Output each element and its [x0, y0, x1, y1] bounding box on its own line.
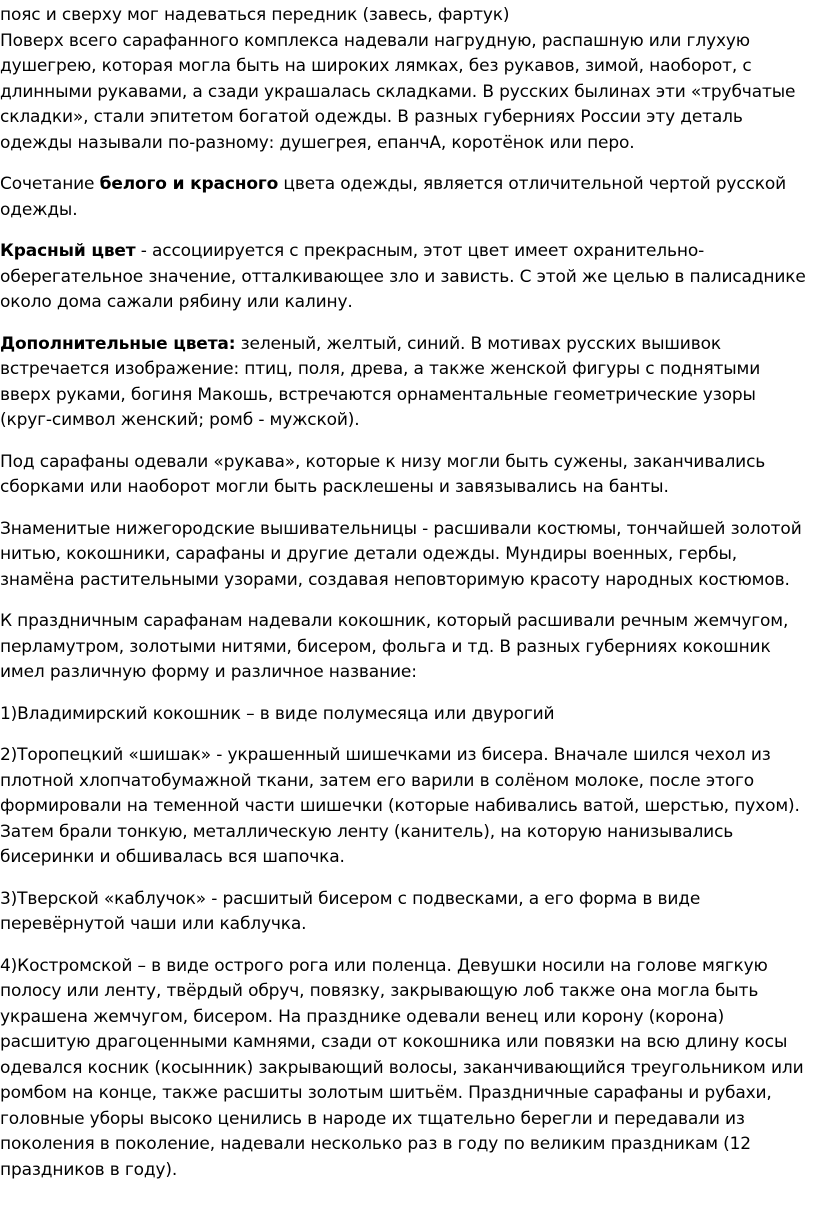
list-item-kostroma: 4)Костромской – в виде острого рога или поленца. Девушки носили на голове мягкую полосу или ленту, твёрдый обруч, повязку, закрывающую лоб также она могла быть украшена жемчугом, бисером. На празднике одевали венец или корону (корона) расшитую драгоценными камнями, сзади от кокошника или повязки на всю длину косы одевался косник (косынник) закрывающий волосы, заканчивающийся треугольником или ромбом на конце, также расшиты золотым шитьём. Праздничные сарафаны и рубахи, головные уборы высоко ценились в народе их тщательно берегли и передавали из поколения в поколение, надевали несколько раз в году по великим праздникам (12 праздников в году). — [0, 955, 804, 1180]
paragraph-sleeves: Под сарафаны одевали «рукава», которые к низу могли быть сужены, заканчивались сборками или наоборот могли быть расклешены и завязывались на банты. — [0, 451, 766, 497]
text-run: - ассоциируется с прекрасным, этот цвет имеет охранительно-оберегательное значение, отталкивающее зло и зависть. С этой же целью в палисаднике около дома сажали рябину или калину. — [0, 241, 806, 312]
paragraph-white-red — [0, 172, 812, 223]
list-item-tver: 3)Тверской «каблучок» - расшитый бисером с подвесками, а его форма в виде перевёрнутой чаши или каблучка. — [0, 888, 701, 934]
paragraph-text-dushegreya: Поверх всего сарафанного комплекса надевали нагрудную, распашную или глухую душегрею, которая могла быть на широких лямках, без рукавов, зимой, наоборот, с длинными рукавами, а сзади украшалась складками. В русских былинах эти «трубчатые складки», стали эпитетом богатой одежды. В разных губерниях России эту деталь одежды называли по-разному: душегрея, епанчА, коротёнок или перо. — [0, 30, 796, 153]
text-run: зеленый, желтый, синий. В мотивах русских вышивок встречается изображение: птиц, поля, древа, а также женской фигуры с поднятыми вверх руками, богиня Макошь, встречаются орнаментальные геометрические узоры (круг-символ женский; ромб - мужской). — [0, 333, 761, 430]
bold-run-white-red: белого и красного — [99, 174, 279, 194]
bold-run-extra-colors: Дополнительные цвета: — [0, 333, 236, 354]
list-item-vladimir: 1)Владимирский кокошник – в виде полумесяца или двурогий — [0, 703, 555, 724]
paragraph-embroiderers: Знаменитые нижегородские вышивательницы - расшивали костюмы, тончайшей золотой нитью, кокошники, сарафаны и другие детали одежды. Мундиры военных, гербы, знамёна растительными узорами, создавая неповторимую красоту народных костюмов. — [0, 518, 802, 590]
paragraph-kokoshnik: К праздничным сарафанам надевали кокошник, который расшивали речным жемчугом, перламутром, золотыми нитями, бисером, фольга и тд. В разных губерниях кокошник имел различную форму и различное название: — [0, 611, 789, 682]
paragraph-red-color — [0, 239, 812, 316]
list-item-toropets: 2)Торопецкий «шишак» - украшенный шишечками из бисера. Вначале шился чехол из плотной хлопчатобумажной ткани, затем его варили в солёном молоке, после этого формировали на теменной части шишечки (которые набивались ватой, шерстью, пухом). Затем брали тонкую, металлическую ленту (канитель), на которую нанизывались бисеринки и обшивалась вся шапочка. — [0, 745, 800, 867]
paragraph-dushegreya — [0, 3, 812, 156]
paragraph-line-apron: пояс и сверху мог надеваться передник (завесь, фартук) — [0, 5, 510, 25]
text-run: Сочетание — [0, 174, 100, 194]
text-run: цвета одежды, является отличительной чертой русской одежды. — [0, 174, 786, 220]
bold-run-red-color: Красный цвет — [0, 241, 136, 261]
paragraph-extra-colors — [0, 332, 812, 434]
